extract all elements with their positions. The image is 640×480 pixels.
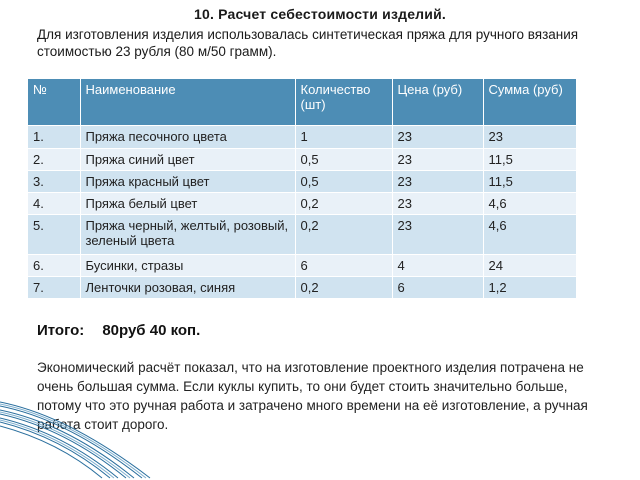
header-quantity: Количество (шт) <box>295 79 392 126</box>
table-row <box>28 215 576 255</box>
cell-price: 23 <box>392 193 483 215</box>
table-row <box>28 193 576 215</box>
cell-name: Пряжа красный цвет <box>80 171 295 193</box>
intro-paragraph: Для изготовления изделия использовалась синтетическая пряжа для ручного вязания стоимостью 23 рубля (80 м/50 грамм). <box>37 27 579 59</box>
cell-price: 23 <box>392 171 483 193</box>
cell-number: 7. <box>28 277 80 299</box>
total-value: 80руб 40 коп. <box>102 322 201 339</box>
cell-sum: 1,2 <box>483 277 576 299</box>
table-row <box>28 255 576 277</box>
total-label: Итого: <box>37 322 85 339</box>
slide-title: 10. Расчет себестоимости изделий. <box>194 6 446 22</box>
cell-number: 4. <box>28 193 80 215</box>
table-header-row <box>28 79 576 126</box>
header-number: № <box>28 79 80 126</box>
cell-sum: 4,6 <box>483 215 576 255</box>
cell-number: 2. <box>28 149 80 171</box>
cell-number: 1. <box>28 126 80 149</box>
cell-name: Пряжа синий цвет <box>80 149 295 171</box>
table-row <box>28 126 576 149</box>
cell-sum: 11,5 <box>483 171 576 193</box>
cell-sum: 4,6 <box>483 193 576 215</box>
cell-price: 23 <box>392 215 483 255</box>
cell-sum: 11,5 <box>483 149 576 171</box>
cell-sum: 23 <box>483 126 576 149</box>
cell-name: Пряжа черный, желтый, розовый, зеленый цвета <box>80 215 295 255</box>
cell-number: 6. <box>28 255 80 277</box>
cell-price: 23 <box>392 149 483 171</box>
cell-quantity: 0,5 <box>295 171 392 193</box>
cell-price: 6 <box>392 277 483 299</box>
cell-number: 5. <box>28 215 80 255</box>
cell-name: Ленточки розовая, синяя <box>80 277 295 299</box>
cell-price: 4 <box>392 255 483 277</box>
cell-quantity: 1 <box>295 126 392 149</box>
header-price: Цена (руб) <box>392 79 483 126</box>
cell-quantity: 0,5 <box>295 149 392 171</box>
cell-quantity: 0,2 <box>295 193 392 215</box>
cell-number: 3. <box>28 171 80 193</box>
cost-table <box>28 79 577 299</box>
cell-name: Пряжа песочного цвета <box>80 126 295 149</box>
table-row <box>28 149 576 171</box>
table-row <box>28 277 576 299</box>
table-row <box>28 171 576 193</box>
header-sum: Сумма (руб) <box>483 79 576 126</box>
cell-name: Бусинки, стразы <box>80 255 295 277</box>
cell-price: 23 <box>392 126 483 149</box>
cell-quantity: 6 <box>295 255 392 277</box>
cell-sum: 24 <box>483 255 576 277</box>
header-name: Наименование <box>80 79 295 126</box>
conclusion-paragraph: Экономический расчёт показал, что на изготовление проектного изделия потрачена не очень большая сумма. Если куклы купить, то они будет стоить значительно больше, потому что это ручная работа и затрачено много времени на её изготовление, а ручная работа стоит дорого. <box>37 360 588 432</box>
cell-name: Пряжа белый цвет <box>80 193 295 215</box>
cell-quantity: 0,2 <box>295 215 392 255</box>
cell-quantity: 0,2 <box>295 277 392 299</box>
total-line <box>37 322 200 339</box>
